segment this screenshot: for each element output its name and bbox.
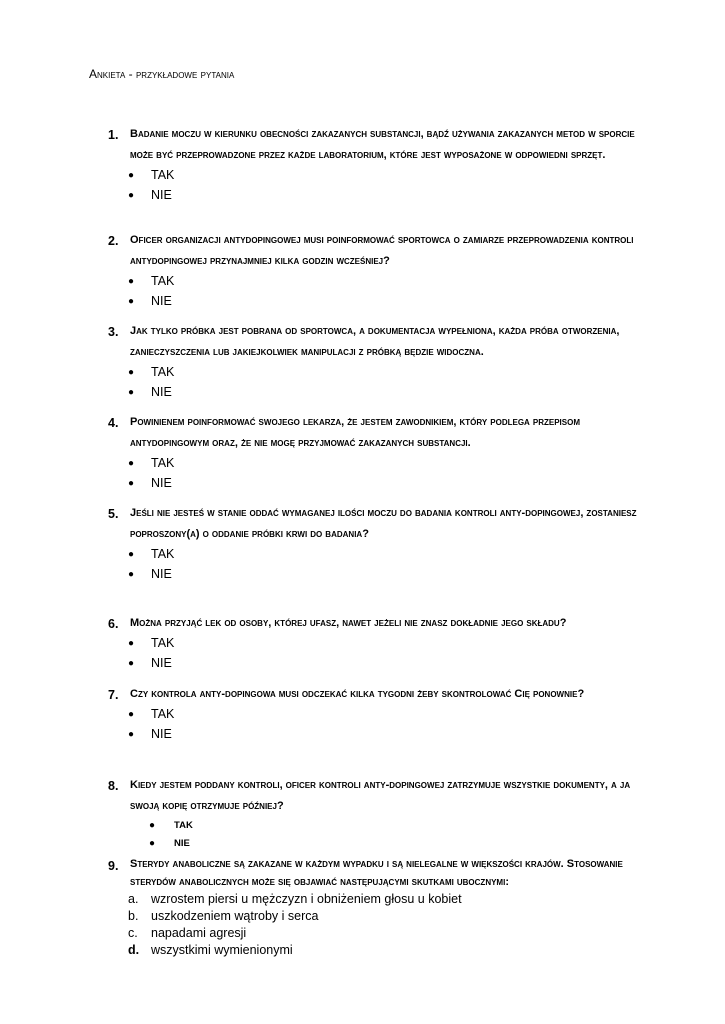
option-tak[interactable]: ● TAK <box>108 272 638 292</box>
question-text: Jeśli nie jesteś w stanie oddać wymaganej ilości moczu do badania kontroli anty-dopingowej, zostaniesz poproszony(a) o oddanie próbki krwi do badania? <box>130 507 637 540</box>
question-1 <box>108 128 638 205</box>
answer-options <box>108 363 638 402</box>
bullet-icon: ● <box>128 386 135 398</box>
question-number: 6. <box>108 617 119 631</box>
option-nie[interactable]: ● NIE <box>108 383 638 403</box>
option-nie[interactable]: ● NIE <box>108 654 638 674</box>
option-letter: d. <box>128 943 140 957</box>
option-tak[interactable]: ● TAK <box>108 454 638 474</box>
option-nie[interactable]: ● NIE <box>108 725 638 745</box>
answer-options <box>108 454 638 493</box>
answer-options <box>108 705 638 744</box>
option-letter: c. <box>128 926 138 940</box>
question-number: 7. <box>108 688 119 702</box>
bullet-icon: ● <box>128 549 135 560</box>
bullet-icon: ● <box>128 477 135 489</box>
option-nie[interactable]: ● NIE <box>108 835 638 853</box>
option-b[interactable]: b. uszkodzeniem wątroby i serca <box>128 909 319 923</box>
bullet-icon: ● <box>128 638 135 649</box>
question-3 <box>108 325 638 402</box>
option-nie[interactable]: ● NIE <box>108 474 638 494</box>
question-8 <box>108 779 638 853</box>
option-letter: a. <box>128 892 139 906</box>
question-number: 1. <box>108 128 119 142</box>
bullet-icon: ● <box>128 709 135 720</box>
bullet-icon: ● <box>128 728 135 740</box>
option-tak[interactable]: ● TAK <box>108 545 638 565</box>
bullet-icon: ● <box>149 820 156 831</box>
question-9 <box>108 859 638 959</box>
option-tak[interactable]: ● TAK <box>108 634 638 654</box>
answer-options <box>108 817 638 853</box>
option-d[interactable]: d. wszystkimi wymienionymi <box>128 943 293 957</box>
question-text: Jak tylko próbka jest pobrana od sportowca, a dokumentacja wypełniona, każda próba otworzenia, zanieczyszczenia lub jakiejkolwiek manipulacji z próbką będzie widoczna. <box>130 325 620 358</box>
question-number: 5. <box>108 507 119 521</box>
option-a[interactable]: a. wzrostem piersi u mężczyzn i obniżeniem głosu u kobiet <box>128 892 462 906</box>
option-tak[interactable]: ● TAK <box>108 817 638 835</box>
bullet-icon: ● <box>128 295 135 307</box>
question-number: 3. <box>108 325 119 339</box>
option-tak[interactable]: ● TAK <box>108 166 638 186</box>
bullet-icon: ● <box>128 657 135 669</box>
option-c[interactable]: c. napadami agresji <box>128 926 247 940</box>
question-6 <box>108 617 638 673</box>
question-text: Kiedy jestem poddany kontroli, oficer kontroli anty-dopingowej zatrzymuje wszystkie dokumenty, a ja swoją kopię otrzymuje później? <box>130 779 631 812</box>
question-text: Czy kontrola anty-dopingowa musi odczekać kilka tygodni żeby skontrolować Cię ponownie? <box>130 688 585 700</box>
answer-options <box>108 891 638 959</box>
bullet-icon: ● <box>128 568 135 580</box>
question-number: 4. <box>108 416 119 430</box>
question-text: Badanie moczu w kierunku obecności zakazanych substancji, bądź używania zakazanych metod w sporcie może być przeprowadzone przez każde laboratorium, które jest wyposażone w odpowiedni sprzęt. <box>130 128 635 161</box>
bullet-icon: ● <box>128 458 135 469</box>
option-letter: b. <box>128 909 139 923</box>
question-text: Można przyjąć lek od osoby, której ufasz, nawet jeżeli nie znasz dokładnie jego składu? <box>130 617 567 629</box>
answer-options <box>108 166 638 205</box>
option-nie[interactable]: ● NIE <box>108 186 638 206</box>
answer-options <box>108 634 638 673</box>
bullet-icon: ● <box>149 838 156 849</box>
question-5 <box>108 507 638 584</box>
option-tak[interactable]: ● TAK <box>108 705 638 725</box>
question-number: 9. <box>108 859 119 873</box>
question-4 <box>108 416 638 493</box>
answer-options <box>108 545 638 584</box>
question-text: Sterydy anaboliczne są zakazane w każdym wypadku i są nielegalne w większości krajów. Stosowanie sterydów anabolicznych może się objawiać następującymi skutkami ubocznymi: <box>130 858 623 888</box>
option-nie[interactable]: ● NIE <box>108 565 638 585</box>
question-2 <box>108 234 638 311</box>
page-title: Ankieta - przykładowe pytania <box>89 67 235 81</box>
bullet-icon: ● <box>128 276 135 287</box>
bullet-icon: ● <box>128 189 135 201</box>
bullet-icon: ● <box>128 367 135 378</box>
question-text: Powinienem poinformować swojego lekarza, że jestem zawodnikiem, który podlega przepisom antydopingowym oraz, że nie mogę przyjmować zakazanych substancji. <box>130 416 581 449</box>
bullet-icon: ● <box>128 170 135 181</box>
question-number: 2. <box>108 234 119 248</box>
question-number: 8. <box>108 779 119 793</box>
question-7 <box>108 688 638 744</box>
option-tak[interactable]: ● TAK <box>108 363 638 383</box>
answer-options <box>108 272 638 311</box>
question-text: Oficer organizacji antydopingowej musi poinformować sportowca o zamiarze przeprowadzenia kontroli antydopingowej przynajmniej kilka godzin wcześniej? <box>130 234 634 267</box>
option-nie[interactable]: ● NIE <box>108 292 638 312</box>
